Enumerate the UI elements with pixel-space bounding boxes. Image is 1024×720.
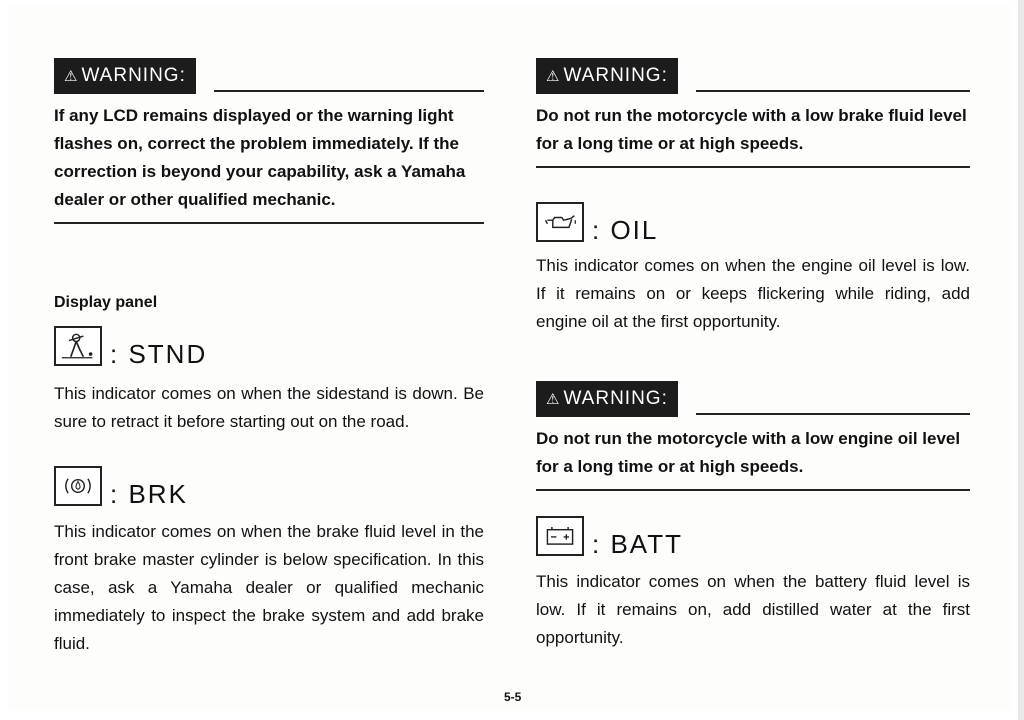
warning-box-oil (536, 381, 970, 491)
warning-box-brake (536, 58, 970, 168)
warning-header-rule (214, 90, 484, 92)
indicator-code-oil: : OIL (592, 215, 659, 245)
indicator-stnd (54, 326, 484, 436)
warning-text: If any LCD remains displayed or the warning light flashes on, correct the problem immediately. If the correction is beyond your capability, ask a Yamaha dealer or other qualified mechanic. (54, 106, 466, 209)
warning-text: Do not run the motorcycle with a low brake fluid level for a long time or at high speeds. (536, 106, 967, 153)
indicator-batt (536, 516, 970, 652)
warning-bottom-rule (536, 489, 970, 491)
indicator-text-stnd: This indicator comes on when the sidestand is down. Be sure to retract it before starting out on the road. (54, 384, 484, 431)
indicator-text-batt: This indicator comes on when the battery fluid level is low. If it remains on, add distilled water at the first opportunity. (536, 572, 970, 647)
sidestand-icon (54, 326, 102, 366)
warning-text: Do not run the motorcycle with a low engine oil level for a long time or at high speeds. (536, 429, 961, 476)
warning-triangle-icon: ⚠ (64, 68, 79, 85)
indicator-code-batt: : BATT (592, 529, 683, 559)
indicator-text-brk: This indicator comes on when the brake fluid level in the front brake master cylinder is below specification. In this case, ask a Yamaha dealer or qualified mechanic immediately to inspect the brake system and add brake fluid. (54, 522, 484, 653)
section-title: Display panel (54, 294, 158, 311)
page-number: 5-5 (504, 690, 522, 704)
warning-label: WARNING: (563, 388, 668, 409)
oil-can-icon (536, 202, 584, 242)
indicator-text-oil: This indicator comes on when the engine oil level is low. If it remains on or keeps flickering while riding, add engine oil at the first opportunity. (536, 256, 970, 331)
warning-label: WARNING: (81, 65, 186, 86)
manual-page (8, 6, 1012, 710)
warning-triangle-icon: ⚠ (546, 391, 561, 408)
battery-icon (536, 516, 584, 556)
warning-badge (536, 58, 678, 94)
warning-header (536, 381, 970, 417)
warning-badge (54, 58, 196, 94)
warning-bottom-rule (536, 166, 970, 168)
page-edge (1018, 0, 1024, 720)
indicator-code-stnd: : STND (110, 339, 208, 369)
brake-fluid-icon (54, 466, 102, 506)
indicator-brk (54, 466, 484, 658)
warning-header (536, 58, 970, 94)
warning-box-lcd (54, 58, 484, 224)
warning-badge (536, 381, 678, 417)
warning-header (54, 58, 484, 94)
warning-header-rule (696, 90, 970, 92)
indicator-code-brk: : BRK (110, 479, 188, 509)
indicator-oil (536, 202, 970, 336)
warning-header-rule (696, 413, 970, 415)
warning-label: WARNING: (563, 65, 668, 86)
warning-triangle-icon: ⚠ (546, 68, 561, 85)
warning-bottom-rule (54, 222, 484, 224)
